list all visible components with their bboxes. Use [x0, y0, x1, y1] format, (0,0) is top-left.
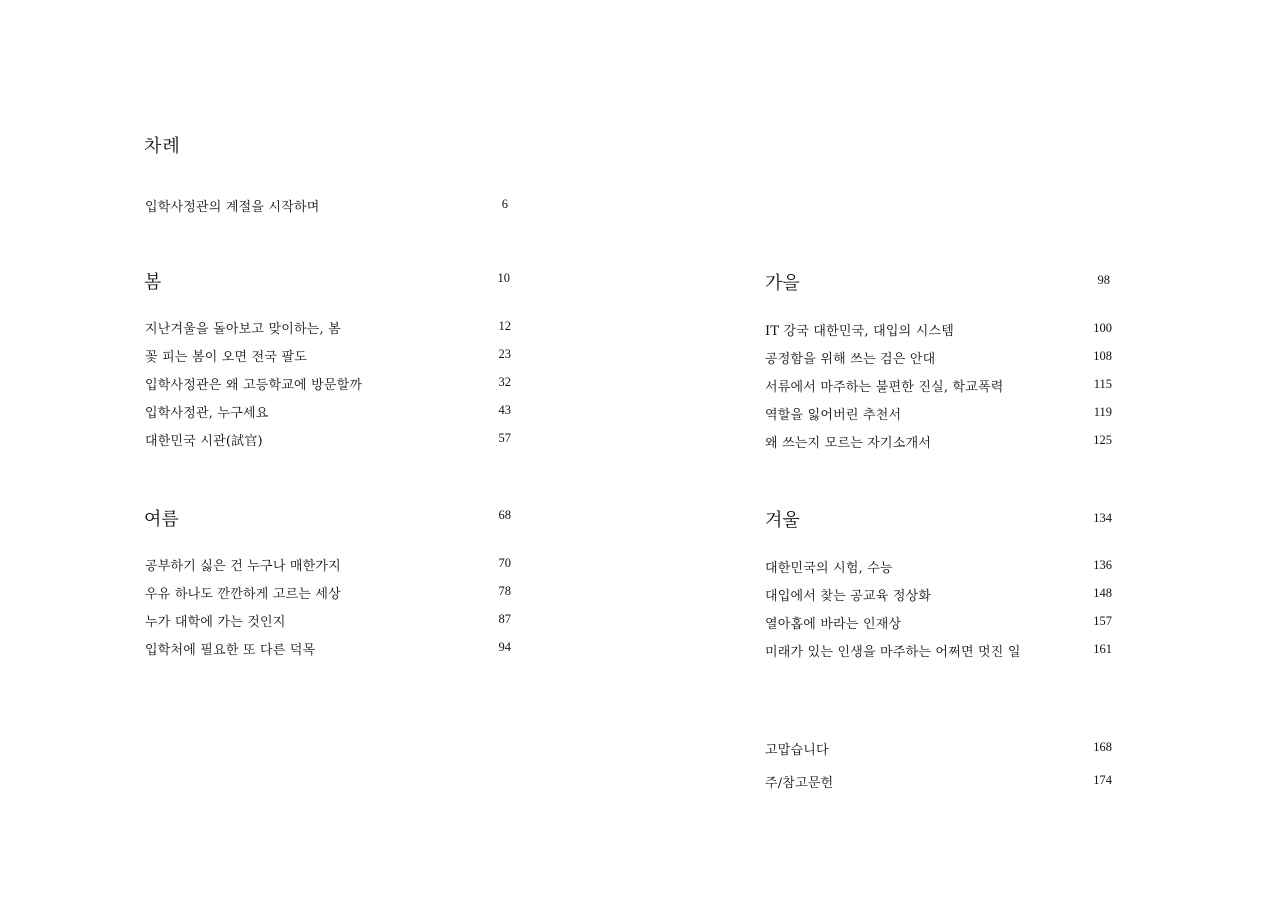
toc-entry: 역할을 잃어버린 추천서 [765, 408, 902, 423]
toc-page: 136 [1093, 558, 1112, 572]
toc-entry: 대한민국의 시험, 수능 [765, 561, 893, 576]
toc-page: 108 [1093, 349, 1112, 363]
section-page-summer: 68 [498, 508, 511, 522]
toc-entry: 꽃 피는 봄이 오면 전국 팔도 [145, 350, 307, 365]
toc-entry-references: 주/참고문헌 [765, 776, 834, 791]
toc-entry: 입학처에 필요한 또 다른 덕목 [145, 643, 316, 658]
section-title-spring: 봄 [144, 272, 162, 293]
toc-page: 70 [498, 556, 511, 570]
toc-entry: 대입에서 찾는 공교육 정상화 [765, 589, 932, 604]
toc-page: 94 [498, 640, 511, 654]
section-title-summer: 여름 [144, 509, 179, 530]
toc-entry: IT 강국 대한민국, 대입의 시스템 [765, 324, 954, 339]
toc-page: 119 [1093, 405, 1112, 419]
toc-entry: 대한민국 시관(試官) [145, 434, 263, 449]
toc-title: 차례 [144, 136, 181, 157]
toc-page: 32 [498, 375, 511, 389]
toc-entry: 입학사정관, 누구세요 [145, 406, 269, 421]
toc-page: 157 [1093, 614, 1112, 628]
toc-entry: 공부하기 싫은 건 누구나 매한가지 [145, 559, 341, 574]
toc-page: 148 [1093, 586, 1112, 600]
toc-entry-acknowledgements: 고맙습니다 [765, 743, 829, 758]
toc-page-intro: 6 [501, 197, 508, 211]
toc-page: 43 [498, 403, 511, 417]
toc-entry: 서류에서 마주하는 불편한 진실, 학교폭력 [765, 380, 1004, 395]
toc-entry: 열아홉에 바라는 인재상 [765, 617, 902, 632]
toc-entry: 누가 대학에 가는 것인지 [145, 615, 286, 630]
section-page-winter: 134 [1093, 511, 1112, 525]
section-page-spring: 10 [497, 271, 510, 285]
toc-page-references: 174 [1093, 773, 1112, 787]
toc-entry: 입학사정관은 왜 고등학교에 방문할까 [145, 378, 363, 393]
toc-entry: 미래가 있는 인생을 마주하는 어쩌면 멋진 일 [765, 645, 1021, 660]
toc-page: 23 [498, 347, 511, 361]
toc-page: 87 [498, 612, 511, 626]
toc-entry: 우유 하나도 깐깐하게 고르는 세상 [145, 587, 341, 602]
toc-page: 12 [498, 319, 511, 333]
toc-page-acknowledgements: 168 [1093, 740, 1112, 754]
section-page-autumn: 98 [1097, 273, 1110, 287]
toc-page: 115 [1093, 377, 1112, 391]
section-title-autumn: 가을 [765, 273, 800, 294]
toc-page: 100 [1093, 321, 1112, 335]
toc-entry: 공정함을 위해 쓰는 검은 안대 [765, 352, 936, 367]
toc-entry: 왜 쓰는지 모르는 자기소개서 [765, 436, 932, 451]
toc-page: 125 [1093, 433, 1112, 447]
toc-page: 57 [498, 431, 511, 445]
toc-page: 78 [498, 584, 511, 598]
toc-page: 161 [1093, 642, 1112, 656]
toc-entry: 지난겨울을 돌아보고 맞이하는, 봄 [145, 322, 341, 337]
section-title-winter: 겨울 [765, 510, 800, 531]
toc-entry-intro: 입학사정관의 계절을 시작하며 [145, 200, 320, 215]
